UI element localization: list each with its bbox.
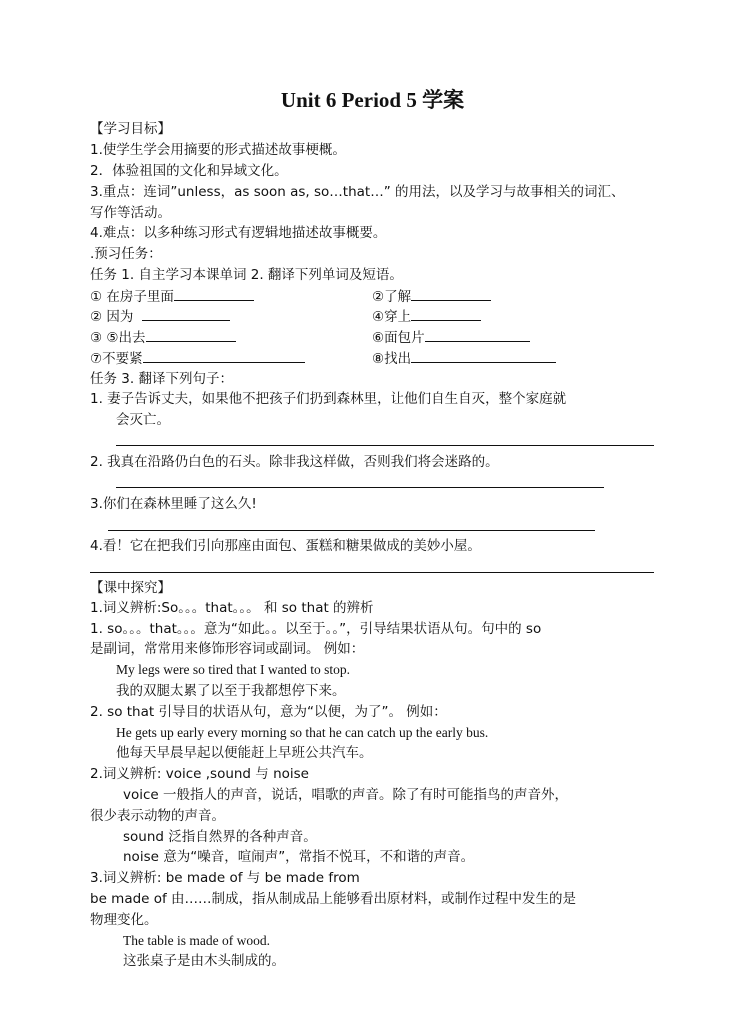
example-chinese: 我的双腿太累了以至于我都想停下来。 [116,683,346,699]
answer-blank[interactable] [174,287,254,301]
example-chinese: 这张桌子是由木头制成的。 [123,953,285,969]
answer-blank[interactable] [425,328,530,342]
paragraph-line: sound 泛指自然界的各种声音。 [123,829,317,845]
objective-line: 1.使学生学会用摘要的形式描述故事梗概。 [90,142,346,158]
paragraph-line: 1. so。。。that。。。意为“如此。。以至于。。”，引导结果状语从句。句中的 so [90,621,542,637]
vocab-item: ④穿上 [372,309,412,325]
objective-line: 4.难点：以多种练习形式有逻辑地描述故事概要。 [90,225,387,241]
sentence-line: 1. 妻子告诉丈夫，如果他不把孩子们扔到森林里，让他们自生自灭，整个家庭就 [90,391,567,407]
answer-line[interactable] [116,445,654,446]
answer-line[interactable] [116,487,604,488]
vocab-item: ① 在房子里面 [90,289,174,305]
vocab-item: ⑥面包片 [372,330,425,346]
vocab-row [90,349,305,368]
answer-blank[interactable] [146,328,236,342]
sentence-line: 4.看！它在把我们引向那座由面包、蛋糕和糖果做成的美妙小屋。 [90,538,481,554]
section-title: 1.词义辨析:So。。。that。。。 和 so that 的辨析 [90,600,374,616]
example-english: The table is made of wood. [123,933,270,948]
vocab-item: ③ ⑤出去 [90,330,146,346]
task1-label: 任务 1. 自主学习本课单词 2. 翻译下列单词及短语。 [90,267,403,283]
section-title: 3.词义辨析: be made of 与 be made from [90,870,360,886]
objectives-header: 【学习目标】 [90,121,171,137]
answer-line[interactable] [108,530,595,531]
sentence-line: 2. 我真在沿路仍白色的石头。除非我这样做，否则我们将会迷路的。 [90,454,499,470]
vocab-row [372,307,481,326]
answer-blank[interactable] [411,307,481,321]
paragraph-line: 很少表示动物的声音。 [90,808,225,824]
vocab-row [90,307,230,326]
preview-header: .预习任务： [90,246,162,262]
vocab-row [372,349,556,368]
objective-line: 2．体验祖国的文化和异域文化。 [90,163,288,179]
vocab-item: ②了解 [372,289,412,305]
explore-header: 【课中探究】 [90,580,171,596]
answer-blank[interactable] [411,287,491,301]
paragraph-line: noise 意为“噪音，喧闹声”，常指不悦耳，不和谐的声音。 [123,849,475,865]
answer-blank[interactable] [411,349,556,363]
example-english: He gets up early every morning so that he can catch up the early bus. [116,725,489,740]
section-title: 2.词义辨析: voice ,sound 与 noise [90,766,309,782]
objective-line: 写作等活动。 [90,205,171,221]
objective-line: 3.重点：连词”unless，as soon as, so…that…” 的用法，以及学习与故事相关的词汇、 [90,184,625,200]
example-english: My legs were so tired that I wanted to stop. [116,662,350,677]
sentence-line: 会灭亡。 [116,412,170,428]
vocab-row [372,328,530,347]
vocab-row [90,287,254,306]
vocab-item: ⑧找出 [372,351,412,367]
page-title: Unit 6 Period 5 学案 [280,88,465,112]
answer-blank[interactable] [142,307,230,321]
paragraph-line: be made of 由……制成，指从制成品上能够看出原材料，或制作过程中发生的是 [90,891,577,907]
paragraph-line: 2. so that 引导目的状语从句，意为“以便，为了”。 例如： [90,704,447,720]
vocab-item: ⑦不要紧 [90,351,143,367]
vocab-item: ② 因为 [90,309,134,325]
paragraph-line: 是副词，常常用来修饰形容词或副词。 例如： [90,641,365,657]
vocab-row [372,287,491,306]
paragraph-line: 物理变化。 [90,912,158,928]
answer-blank[interactable] [143,349,305,363]
sentence-line: 3.你们在森林里睡了这么久! [90,496,257,512]
paragraph-line: voice 一般指人的声音，说话，唱歌的声音。除了有时可能指鸟的声音外， [123,787,569,803]
answer-line[interactable] [90,572,654,573]
vocab-row [90,328,236,347]
task3-label: 任务 3. 翻译下列句子： [90,371,233,387]
example-chinese: 他每天早晨早起以便能赶上早班公共汽车。 [116,745,373,761]
